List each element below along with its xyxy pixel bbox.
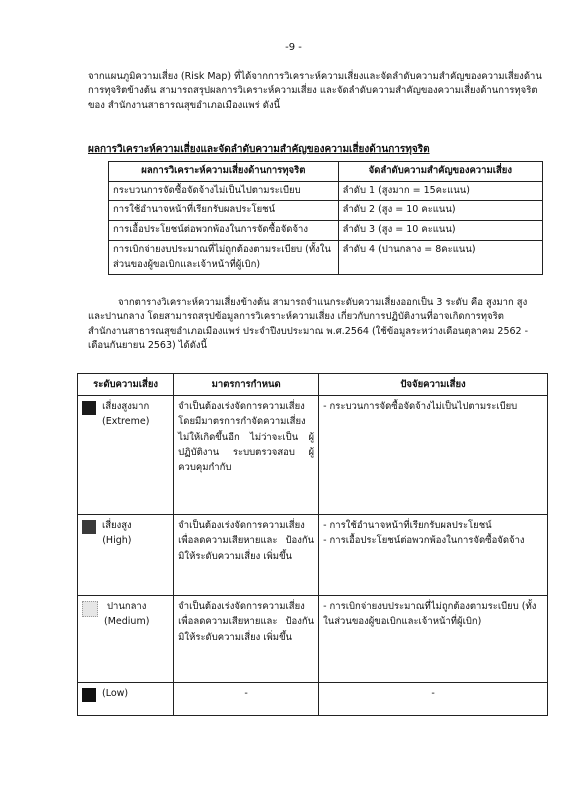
page-number: -9 - <box>285 42 302 53</box>
risk-measure-cell: - <box>174 683 319 716</box>
intro-paragraph: จากแผนภูมิความเสี่ยง (Risk Map) ที่ได้จากการวิเคราะห์ความเสี่ยงและจัดลำดับความสำคัญของความเสี่ยงด้านการทุจริตข้างต้น สามารถสรุปผลการวิเคราะห์ความเสี่ยง และจัดลำดับความสำคัญของความเสี่ยงด้านการทุจริตของ สำนักงานสาธารณสุขอำเภอเมืองแพร่ ดังนี้ <box>88 71 542 111</box>
risk-measure-cell: จำเป็นต้องเร่งจัดการความเสี่ยง เพื่อลดความเสียหายและ ป้องกันมิให้ระดับความเสี่ยง เพิ่มขึ้น <box>174 596 319 683</box>
priority-risk-cell: กระบวนการจัดซื้อจัดจ้างไม่เป็นไปตามระเบียบ <box>109 181 339 201</box>
risk-factor-item: - การใช้อำนาจหน้าที่เรียกรับผลประโยชน์ <box>323 520 492 532</box>
risk-level-cell <box>78 515 174 596</box>
priority-table-header <box>109 162 543 182</box>
table-row <box>78 515 548 596</box>
priority-header-analysis: ผลการวิเคราะห์ความเสี่ยงด้านการทุจริต <box>109 162 339 182</box>
priority-risk-cell: การเอื้อประโยชน์ต่อพวกพ้องในการจัดซื้อจัดจ้าง <box>109 221 339 241</box>
risk-measure-cell: จำเป็นต้องเร่งจัดการความเสี่ยง เพื่อลดความเสียหายและ ป้องกันมิให้ระดับความเสี่ยง เพิ่มขึ้น <box>174 515 319 596</box>
risk-level-label: เสี่ยงสูง <box>102 520 132 532</box>
risk-header-factor: ปัจจัยความเสี่ยง <box>319 374 548 396</box>
table-row <box>109 201 543 221</box>
risk-color-swatch <box>82 601 98 617</box>
priority-rank-cell: ลำดับ 3 (สูง = 10 คะแนน) <box>338 221 542 241</box>
risk-factor-item: - การเบิกจ่ายงบประมาณที่ไม่ถูกต้องตามระเบียบ (ทั้งในส่วนของผู้ขอเบิกและเจ้าหน้าที่ผู้เบิก) <box>323 601 537 628</box>
priority-table <box>108 161 543 275</box>
risk-factor-cell <box>319 515 548 596</box>
risk-level-cell <box>78 396 174 515</box>
table-row <box>78 396 548 515</box>
risk-factor-item: - การเอื้อประโยชน์ต่อพวกพ้องในการจัดซื้อจัดจ้าง <box>323 535 525 547</box>
risk-factor-item: - กระบวนการจัดซื้อจัดจ้างไม่เป็นไปตามระเบียบ <box>323 401 518 413</box>
risk-level-label-en: (Medium) <box>104 616 150 628</box>
risk-measure-cell: จำเป็นต้องเร่งจัดการความเสี่ยง โดยมีมาตรการกำจัดความเสี่ยง ไม่ให้เกิดขึ้นอีก ไม่ว่าจะเป็น ผู้ปฏิบัติงาน ระบบตรวจสอบ ผู้ควบคุมกำกับ <box>174 396 319 515</box>
risk-header-measure: มาตรการกำหนด <box>174 374 319 396</box>
section-heading: ผลการวิเคราะห์ความเสี่ยงและจัดลำดับความสำคัญของความเสี่ยงด้านการทุจริต <box>88 144 430 155</box>
table-row <box>78 596 548 683</box>
priority-rank-cell: ลำดับ 1 (สูงมาก = 15คะแนน) <box>338 181 542 201</box>
risk-level-cell <box>78 683 174 716</box>
risk-factor-cell: - <box>319 683 548 716</box>
priority-risk-cell: การใช้อำนาจหน้าที่เรียกรับผลประโยชน์ <box>109 201 339 221</box>
table-row <box>78 683 548 716</box>
risk-level-label: ปานกลาง <box>107 601 147 613</box>
risk-factor-cell <box>319 596 548 683</box>
risk-color-swatch <box>82 401 96 415</box>
risk-level-label: (Low) <box>102 688 129 700</box>
priority-risk-cell: การเบิกจ่ายงบประมาณที่ไม่ถูกต้องตามระเบียบ (ทั้งในส่วนของผู้ขอเบิกและเจ้าหน้าที่ผู้เบิก) <box>109 240 339 274</box>
priority-rank-cell: ลำดับ 4 (ปานกลาง = 8คะแนน) <box>338 240 542 274</box>
table-row <box>109 221 543 241</box>
summary-paragraph: จากตารางวิเคราะห์ความเสี่ยงข้างต้น สามารถจำแนกระดับความเสี่ยงออกเป็น 3 ระดับ คือ สูงมาก สูง และปานกลาง โดยสามารถสรุปข้อมูลการวิเคราะห์ความเสี่ยง เกี่ยวกับการปฏิบัติงานที่อาจเกิดการทุจริต สำนักงานสาธารณสุขอำเภอเมืองแพร่ ประจำปีงบประมาณ พ.ศ.2564 (ใช้ข้อมูลระหว่างเดือนตุลาคม 2562 - เดือนกันยายน 2563) ได้ดังนี้ <box>88 297 529 351</box>
table-row <box>109 181 543 201</box>
table-row <box>109 240 543 274</box>
risk-level-table <box>77 373 548 716</box>
priority-header-rank: จัดลำดับความสำคัญของความเสี่ยง <box>338 162 542 182</box>
risk-color-swatch <box>82 688 96 702</box>
risk-level-cell <box>78 596 174 683</box>
risk-table-header <box>78 374 548 396</box>
risk-header-level: ระดับความเสี่ยง <box>78 374 174 396</box>
risk-color-swatch <box>82 520 96 534</box>
risk-level-label-en: (High) <box>102 535 132 547</box>
risk-factor-cell <box>319 396 548 515</box>
risk-level-label: เสี่ยงสูงมาก <box>102 401 150 413</box>
priority-rank-cell: ลำดับ 2 (สูง = 10 คะแนน) <box>338 201 542 221</box>
risk-level-label-en: (Extreme) <box>102 416 150 428</box>
